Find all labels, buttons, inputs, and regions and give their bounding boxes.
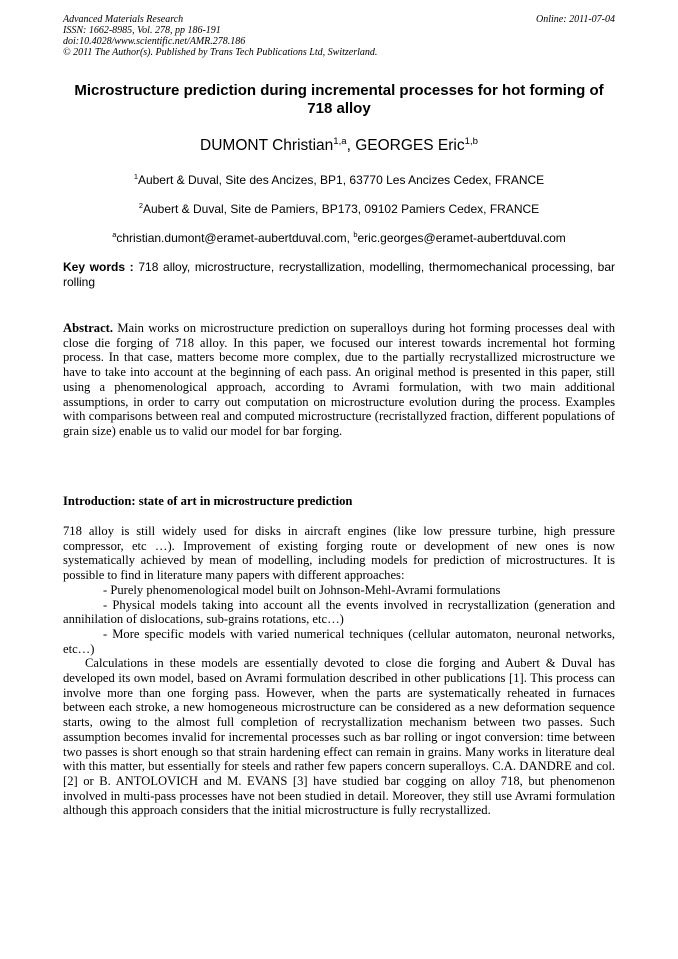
copyright-line: © 2011 The Author(s). Published by Trans Tech Publications Ltd, Switzerland. [63,47,378,58]
journal-header [63,14,615,58]
journal-name: Advanced Materials Research [63,14,184,25]
email-link[interactable]: eric.georges@eramet-aubertduval.com [357,231,566,245]
doi-line[interactable]: doi:10.4028/www.scientific.net/AMR.278.186 [63,36,246,47]
affiliation-text: Aubert & Duval, Site des Ancizes, BP1, 63770 Les Ancizes Cedex, FRANCE [137,173,545,187]
section-body [63,524,615,818]
paragraph: Calculations in these models are essentially devoted to close die forging and Aubert & Duval has developed its own model, based on Avrami formulation described in other publications [1]. This process can involve more than one forging pass. However, when the parts are systematically reheated in furnaces between each stroke, a new homogeneous microstructure can be considered as a new deformation sequence starts, owing to the almost full completion of recrystallization mechanism between two passes. Such assumption becomes invalid for incremental processes such as bar rolling or ingot conversion: time between two passes is short enough so that strain hardening effect can remain in grains. Many works in literature deal with this matter, but essentially for steels and rather few papers concern superalloys. C.A. DANDRE and col. [2] or B. ANTOLOVICH and M. EVANS [3] have studied bar cogging on alloy 718, but phenomenon involved in multi-pass processes have not been studied in detail. Moreover, they still use Avrami formulation although this approach considers that the initial microstructure is fully recrystallized. [63,656,615,818]
affiliation-superscript: 1 [133,172,138,181]
author-separator: , [346,137,356,154]
affiliation-superscript: 2 [138,201,143,210]
keywords-text: 718 alloy, microstructure, recrystallization, modelling, thermomechanical processing, bar rolling [63,260,615,289]
abstract-text: Main works on microstructure prediction on superalloys during hot forming processes deal with close die forging of 718 alloy. In this paper, we focused our interest towards incremental hot forming process. In that case, matters become more complex, due to the partially recrystallized microstructure we have to take into account at the beginning of each pass. An original method is presented in this paper, still using a phenomenological approach, according to Avrami formulation, with two main additional assumptions, in order to carry out computation on microstructure evolution during the process. Examples with comparisons between real and computed microstructure (recristallyzed fraction, different populations of grain size) enable us to valid our model for bar forging. [63,321,615,438]
paper-title: Microstructure prediction during incremental processes for hot forming of 718 alloy [74,82,604,117]
affiliation-2 [40,202,638,217]
email-superscript: a [112,230,117,239]
abstract [63,321,615,439]
paragraph: 718 alloy is still widely used for disks in aircraft engines (like low pressure turbine, high pressure compressor, etc …). Improvement of existing forging route or development of new ones is now systematically achieved by mean of modelling, including models for prediction of microstructures. It is possible to find in literature many papers with different approaches: [63,524,615,583]
keywords [63,260,615,290]
affiliation-text: Aubert & Duval, Site de Pamiers, BP173, 09102 Pamiers Cedex, FRANCE [142,202,540,216]
affiliation-1 [40,173,638,188]
email-link[interactable]: christian.dumont@eramet-aubertduval.com [116,231,347,245]
section-heading: Introduction: state of art in microstructure prediction [63,494,353,508]
author-list [40,136,638,156]
keywords-label: Key words : [63,260,134,274]
email-separator: , [346,231,354,245]
author-name: GEORGES Eric [355,137,465,154]
email-superscript: b [353,230,358,239]
author-name: DUMONT Christian [200,137,334,154]
author-superscript: 1,b [464,135,478,147]
email-line [40,231,638,246]
issn-line: ISSN: 1662-8985, Vol. 278, pp 186-191 [63,25,221,36]
list-item: - Purely phenomenological model built on Johnson-Mehl-Avrami formulations [103,582,501,597]
list-item: - Physical models taking into account all the events involved in recrystallization (generation and annihilation of dislocations, sub-grains rotations, etc…) [63,597,615,627]
abstract-label: Abstract. [63,321,114,335]
list-item: - More specific models with varied numerical techniques (cellular automaton, neuronal networks, etc…) [63,626,615,656]
author-superscript: 1,a [333,135,347,147]
online-date: Online: 2011-07-04 [536,14,615,25]
